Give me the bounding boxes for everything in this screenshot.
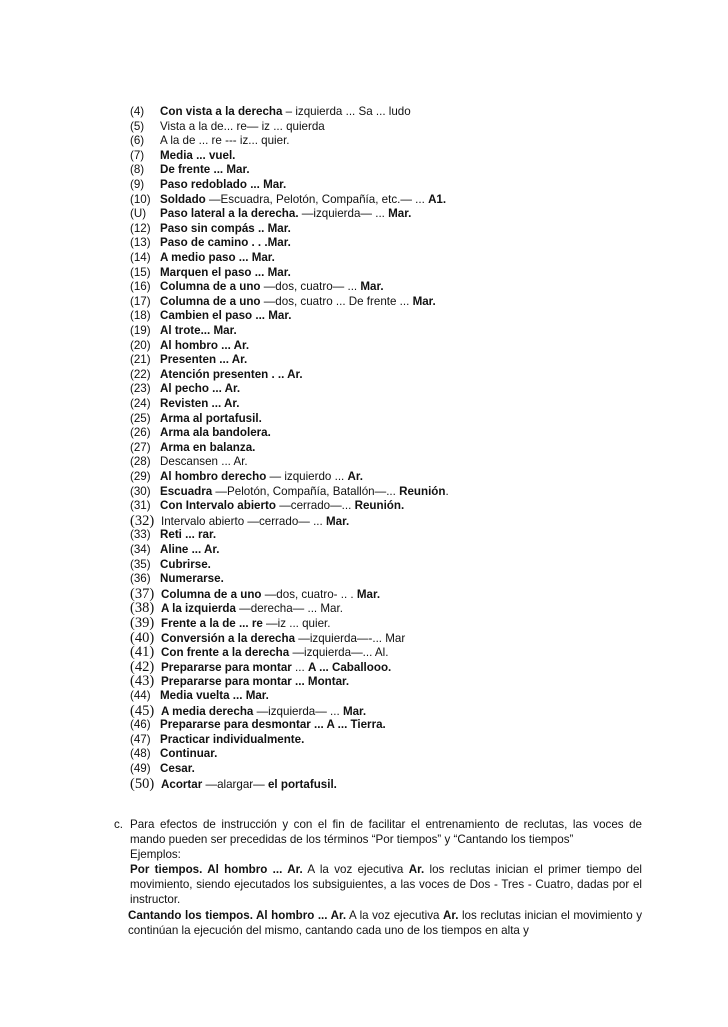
example-2-text-b: los reclutas inician el movimiento y continúan la ejecución del mismo, cantando cada uno de los tiempos en alta y: [128, 908, 642, 937]
command-item: [130, 397, 239, 411]
command-item: [130, 660, 391, 675]
command-item: [130, 339, 249, 353]
command-number: (36): [130, 572, 151, 586]
command-number: (14): [130, 251, 151, 264]
command-bold: Practicar individualmente.: [160, 732, 305, 746]
command-number: (34): [130, 543, 151, 556]
command-bold: Columna de a uno: [160, 294, 261, 308]
command-bold: Cubrirse.: [160, 557, 211, 571]
command-bold: Paso lateral a la derecha.: [160, 207, 299, 221]
command-bold: Paso sin compás .. Mar.: [160, 221, 291, 235]
command-number: (8): [130, 163, 145, 177]
command-bold: Paso de camino . . .Mar.: [160, 236, 291, 250]
command-bold: Prepararse para desmontar ... A ... Tierra.: [160, 718, 386, 732]
command-number: (40): [130, 629, 155, 646]
command-number: (4): [130, 105, 145, 118]
example-2-word: Ar.: [442, 908, 459, 922]
command-text: —izquierda—-... Mar: [295, 631, 406, 645]
command-item: [130, 718, 386, 732]
command-bold: Con Intervalo abierto: [160, 499, 276, 513]
command-item: [130, 193, 446, 207]
command-bold-tail: Mar.: [356, 587, 381, 601]
command-number: (16): [130, 280, 151, 294]
command-item: [130, 251, 275, 265]
example-2-command: Cantando los tiempos. Al hombro ... Ar.: [128, 908, 347, 922]
command-item: [130, 674, 349, 689]
command-text: A la de ... re --- iz... quier.: [160, 134, 290, 148]
command-bold: Al hombro ... Ar.: [160, 338, 250, 352]
command-item: [130, 572, 224, 586]
command-number: (18): [130, 309, 151, 323]
command-bold: Atención presenten . .. Ar.: [160, 367, 303, 381]
command-item: [130, 280, 384, 294]
command-item: [130, 324, 237, 338]
command-text: —Pelotón, Compañía, Batallón—...: [212, 484, 400, 498]
command-bold: Reti ... rar.: [160, 528, 217, 542]
command-text: —dos, cuatro- .. .: [261, 587, 357, 601]
command-number: (17): [130, 294, 151, 308]
command-bold: Revisten ... Ar.: [160, 397, 240, 410]
command-number: (50): [130, 775, 155, 792]
command-number: (35): [130, 557, 151, 571]
command-item: [130, 120, 325, 134]
example-1-command: Por tiempos. Al hombro ... Ar.: [130, 863, 303, 877]
command-item: [130, 163, 250, 177]
command-number: (39): [130, 615, 155, 631]
examples-label: Ejemplos:: [130, 848, 181, 862]
command-item: [130, 704, 366, 719]
command-item: [130, 412, 262, 426]
command-text: —cerrado—...: [275, 499, 355, 513]
command-item: [130, 747, 217, 761]
command-bold: Cesar.: [160, 762, 195, 775]
command-text: —dos, cuatro ... De frente ...: [260, 294, 413, 308]
command-bold: De frente ... Mar.: [160, 163, 250, 177]
command-text: —izquierda— ...: [253, 704, 343, 718]
command-item: [130, 266, 291, 280]
command-number: (45): [130, 702, 155, 719]
command-number: (25): [130, 411, 151, 425]
command-text: — izquierdo ...: [266, 470, 348, 483]
command-number: (9): [130, 178, 145, 191]
command-bold-tail: A ... Caballooo.: [307, 660, 392, 674]
command-item: [130, 178, 286, 192]
example-2-text-a: A la voz ejecutiva: [346, 908, 443, 922]
command-text-tail: .: [445, 484, 449, 498]
command-item: [130, 689, 269, 703]
command-bold: Columna de a uno: [160, 280, 261, 294]
command-item: [130, 149, 235, 163]
command-text: —dos, cuatro— ...: [260, 280, 361, 294]
command-bold-tail: Mar.: [412, 294, 436, 308]
command-number: (26): [130, 426, 151, 440]
command-number: (44): [130, 689, 151, 702]
command-number: (32): [130, 512, 155, 529]
command-bold: Continuar.: [160, 747, 218, 761]
command-text: —alargar—: [202, 777, 268, 791]
command-number: (43): [130, 673, 155, 690]
command-number: (49): [130, 762, 151, 775]
command-number: (U): [130, 207, 147, 221]
command-number: (42): [130, 658, 155, 675]
command-number: (33): [130, 528, 151, 542]
command-bold-tail: Mar.: [342, 704, 367, 718]
command-number: (10): [130, 192, 151, 206]
example-2: [128, 908, 642, 938]
command-number: (37): [130, 585, 155, 602]
command-bold: Prepararse para montar ... Montar.: [161, 675, 350, 689]
command-text: Intervalo abierto —cerrado— ...: [161, 514, 326, 528]
command-bold: A la izquierda: [161, 602, 236, 616]
command-text: —iz ... quier.: [262, 617, 331, 630]
command-number: (31): [130, 499, 151, 513]
command-item: [130, 514, 349, 529]
command-bold: A media derecha: [161, 704, 254, 718]
command-bold-tail: Reunión.: [354, 499, 405, 513]
command-text: —izquierda— ...: [298, 207, 389, 221]
command-bold: Conversión a la derecha: [161, 631, 296, 645]
command-number: (27): [130, 440, 151, 454]
command-number: (30): [130, 484, 151, 498]
command-bold: Arma en balanza.: [160, 440, 256, 454]
command-item: [130, 587, 380, 602]
command-bold: Cambien el paso ... Mar.: [160, 309, 292, 323]
command-bold: Con frente a la derecha: [161, 646, 290, 660]
command-text: —derecha— ... Mar.: [235, 602, 343, 616]
command-number: (28): [130, 455, 151, 469]
command-bold: Arma ala bandolera.: [160, 426, 271, 440]
command-number: (24): [130, 397, 151, 410]
command-bold: Presenten ... Ar.: [160, 353, 248, 367]
command-number: (5): [130, 119, 145, 133]
command-item: [130, 441, 255, 455]
command-bold-tail: Ar.: [347, 470, 363, 483]
command-number: (12): [130, 221, 151, 235]
command-number: (7): [130, 148, 145, 162]
command-bold-tail: Mar.: [325, 514, 350, 528]
example-1-text-a: A la voz ejecutiva: [302, 863, 409, 877]
command-bold-tail: el portafusil.: [267, 777, 337, 791]
command-number: (23): [130, 382, 151, 396]
command-item: [130, 601, 343, 616]
command-item: [130, 733, 304, 747]
command-bold: Media vuelta ... Mar.: [160, 689, 269, 702]
command-bold-tail: Mar.: [360, 280, 384, 294]
command-bold: Al pecho ... Ar.: [160, 382, 241, 396]
example-1-text-b: los reclutas inician el primer tiempo del movimiento, siendo ejecutados los subsiguientes, a las voces de Dos - Tres - Cuatro, dadas por el instructor.: [130, 863, 642, 907]
command-number: (38): [130, 600, 155, 617]
command-text: ...: [291, 660, 308, 674]
command-item: [130, 382, 240, 396]
command-number: (20): [130, 338, 151, 352]
command-item: [130, 616, 330, 631]
command-number: (47): [130, 732, 151, 746]
command-bold: Media ... vuel.: [160, 148, 236, 162]
command-text: Descansen ... Ar.: [160, 455, 248, 469]
command-bold: Columna de a uno: [161, 587, 262, 601]
command-item: [130, 631, 405, 646]
command-bold: Frente a la de ... re: [161, 617, 263, 630]
command-bold: Arma al portafusil.: [160, 411, 262, 425]
command-bold: Al trote... Mar.: [160, 324, 237, 337]
command-item: [130, 207, 411, 221]
command-item: [130, 105, 411, 119]
command-item: [130, 309, 291, 323]
command-item: [130, 295, 436, 309]
command-item: [130, 455, 248, 469]
command-number: (19): [130, 324, 151, 337]
command-item: [130, 499, 404, 513]
command-bold: Paso redoblado ... Mar.: [160, 178, 287, 191]
command-text: Vista a la de... re— iz ... quierda: [160, 119, 325, 133]
section-c-marker: c.: [114, 818, 124, 831]
example-1-word: Ar.: [408, 863, 425, 877]
command-text: —izquierda—... Al.: [289, 646, 389, 660]
command-item: [130, 762, 195, 776]
command-bold: Soldado: [160, 192, 206, 206]
section-c: [114, 817, 642, 938]
command-bold: Prepararse para montar: [161, 660, 292, 674]
command-item: [130, 222, 291, 236]
command-number: (48): [130, 747, 151, 761]
command-item: [130, 134, 290, 148]
command-number: (29): [130, 470, 151, 483]
command-text: —Escuadra, Pelotón, Compañía, etc.— ...: [205, 192, 429, 206]
command-bold-tail: Reunión: [399, 484, 446, 498]
command-item: [130, 543, 220, 557]
command-item: [130, 470, 363, 484]
command-bold: Numerarse.: [160, 572, 224, 586]
command-text: – izquierda ... Sa ... ludo: [282, 105, 411, 118]
command-number: (6): [130, 134, 145, 148]
command-item: [130, 426, 271, 440]
command-bold: A medio paso ... Mar.: [160, 251, 275, 264]
command-number: (46): [130, 718, 151, 732]
command-item: [130, 645, 388, 660]
command-item: [130, 368, 303, 382]
example-1: [130, 862, 642, 907]
command-item: [130, 528, 216, 542]
command-number: (21): [130, 353, 151, 367]
command-item: [130, 485, 449, 499]
command-bold: Marquen el paso ... Mar.: [160, 265, 291, 279]
command-item: [130, 353, 247, 367]
section-c-intro: Para efectos de instrucción y con el fin de facilitar el entrenamiento de reclutas, las voces de mando pueden ser precedidas de los términos “Por tiempos” y “Cantando los tiempos”: [130, 818, 642, 847]
command-bold: Aline ... Ar.: [160, 543, 220, 556]
command-bold: Al hombro derecho: [160, 470, 267, 483]
command-bold: Escuadra: [160, 484, 213, 498]
command-bold: Con vista a la derecha: [160, 105, 283, 118]
command-number: (15): [130, 265, 151, 279]
command-item: [130, 558, 211, 572]
command-number: (22): [130, 367, 151, 381]
command-item: [130, 777, 337, 792]
command-bold: Acortar: [161, 777, 203, 791]
command-number: (13): [130, 236, 151, 250]
command-number: (41): [130, 644, 155, 661]
command-item: [130, 236, 291, 250]
command-bold-tail: Mar.: [388, 207, 412, 221]
command-bold-tail: A1.: [428, 192, 447, 206]
